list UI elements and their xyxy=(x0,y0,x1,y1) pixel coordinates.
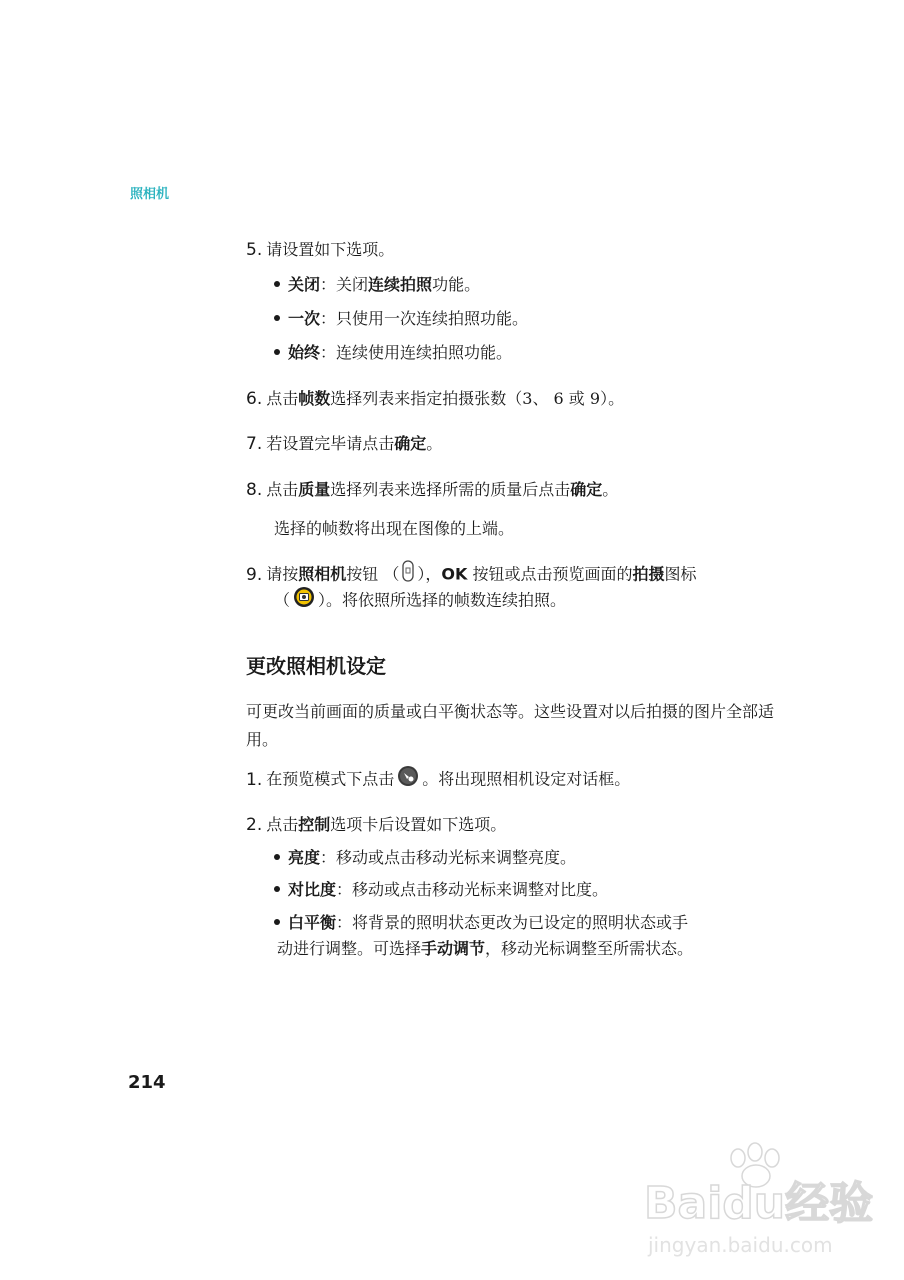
option-sep: ： xyxy=(320,309,337,328)
step-text: 请设置如下选项。 xyxy=(266,240,395,259)
option-white-balance xyxy=(274,910,794,962)
bullet-dot xyxy=(274,315,280,321)
step-bold-term: 质量 xyxy=(298,480,331,499)
bullet-dot xyxy=(274,919,280,925)
step-number: 5. xyxy=(246,240,263,260)
option-label: 始终 xyxy=(288,343,321,362)
step-text: 点击 xyxy=(266,480,299,499)
bullet-dot xyxy=(274,886,280,892)
step-6 xyxy=(246,386,786,412)
step-number: 6. xyxy=(246,389,263,409)
option-continuation xyxy=(274,936,794,962)
option-always xyxy=(274,340,794,366)
step-text-end: 图标 xyxy=(664,564,697,584)
bullet-dot xyxy=(274,281,280,287)
option-text-end: 功能。 xyxy=(432,275,481,294)
step-text: 点击 xyxy=(266,815,299,834)
option-sep: ： xyxy=(320,848,337,867)
option-sep: ： xyxy=(320,275,337,294)
option-label: 白平衡 xyxy=(288,913,337,932)
option-text: 将背景的照明状态更改为已设定的照明状态或手 xyxy=(352,913,689,932)
option-once xyxy=(274,306,794,332)
option-text: 关闭 xyxy=(336,275,369,294)
watermark-url: jingyan.baidu.com xyxy=(648,1233,833,1257)
running-header: 照相机 xyxy=(130,187,170,202)
option-text: 移动或点击移动光标来调整亮度。 xyxy=(336,848,577,867)
option-sep: ： xyxy=(336,880,353,899)
settings-icon xyxy=(397,765,419,795)
option-text-2: 动进行调整。可选择 xyxy=(277,939,422,958)
step-bold-term: 控制 xyxy=(298,815,331,834)
step-9-line-2 xyxy=(274,586,566,616)
step-number: 7. xyxy=(246,434,263,454)
option-label: 一次 xyxy=(288,309,321,328)
step-text-end: 。 xyxy=(426,434,443,453)
step-text-mid-3: 按钮或点击预览画面的 xyxy=(472,564,633,584)
step-number: 9. xyxy=(246,564,263,585)
step-8-note: 选择的帧数将出现在图像的上端。 xyxy=(274,519,515,538)
step-text-end: 。 xyxy=(602,480,619,499)
option-close xyxy=(274,272,794,298)
option-sep: ： xyxy=(336,913,353,932)
page-number: 214 xyxy=(128,1072,166,1093)
option-sep: ： xyxy=(320,343,337,362)
option-text: 移动或点击移动光标来调整对比度。 xyxy=(352,880,609,899)
step-1 xyxy=(246,765,786,795)
section-intro: 可更改当前画面的质量或白平衡状态等。这些设置对以后拍摄的图片全部适用。 xyxy=(246,702,775,749)
step-number: 2. xyxy=(246,815,263,835)
step-number: 1. xyxy=(246,769,263,790)
bullet-dot xyxy=(274,349,280,355)
step-text: 点击 xyxy=(266,389,299,408)
step-text-mid-2: ）， xyxy=(417,564,442,584)
step-text-mid: 选择列表来选择所需的质量后点击 xyxy=(330,480,571,499)
section-title: 更改照相机设定 xyxy=(246,654,386,678)
step-text: 若设置完毕请点击 xyxy=(266,434,395,453)
paren-open: （ xyxy=(274,590,291,610)
step-text-end: 选项卡后设置如下选项。 xyxy=(330,815,507,834)
step-8 xyxy=(246,477,786,503)
step-text: 请按 xyxy=(266,564,299,584)
step-text: 在预览模式下点击 xyxy=(266,769,395,789)
watermark-brand: Baidu经验 xyxy=(644,1178,874,1229)
option-label: 对比度 xyxy=(288,880,337,899)
bullet-dot xyxy=(274,854,280,860)
option-label: 关闭 xyxy=(288,275,321,294)
step-bold-term: 确定 xyxy=(394,434,427,453)
step-7 xyxy=(246,431,786,457)
step-5 xyxy=(246,237,786,263)
step-number: 8. xyxy=(246,480,263,500)
step-bold-term-3: 拍摄 xyxy=(632,564,665,584)
option-text: 只使用一次连续拍照功能。 xyxy=(336,309,529,328)
step-bold-term: 照相机 xyxy=(298,564,347,584)
option-bold-term: 连续拍照 xyxy=(368,275,433,294)
option-bold-term: 手动调节 xyxy=(421,939,486,958)
option-brightness xyxy=(274,845,794,871)
step-text-mid: 按钮 （ xyxy=(346,564,400,584)
option-label: 亮度 xyxy=(288,848,321,867)
step-2 xyxy=(246,812,786,838)
option-text: 连续使用连续拍照功能。 xyxy=(336,343,513,362)
step-bold-term: 帧数 xyxy=(298,389,331,408)
step-text-end: 。将出现照相机设定对话框。 xyxy=(422,769,631,789)
baidu-watermark xyxy=(640,1140,880,1270)
step-text-end: ）。将依照所选择的帧数连续拍照。 xyxy=(318,590,567,610)
option-text-end: ，移动光标调整至所需状态。 xyxy=(485,939,694,958)
step-text-end: 选择列表来指定拍摄张数（3、 6 或 9）。 xyxy=(330,389,625,408)
step-bold-ok: OK xyxy=(441,564,468,584)
step-bold-term-2: 确定 xyxy=(570,480,603,499)
option-contrast xyxy=(274,877,794,903)
shutter-icon xyxy=(293,586,315,616)
